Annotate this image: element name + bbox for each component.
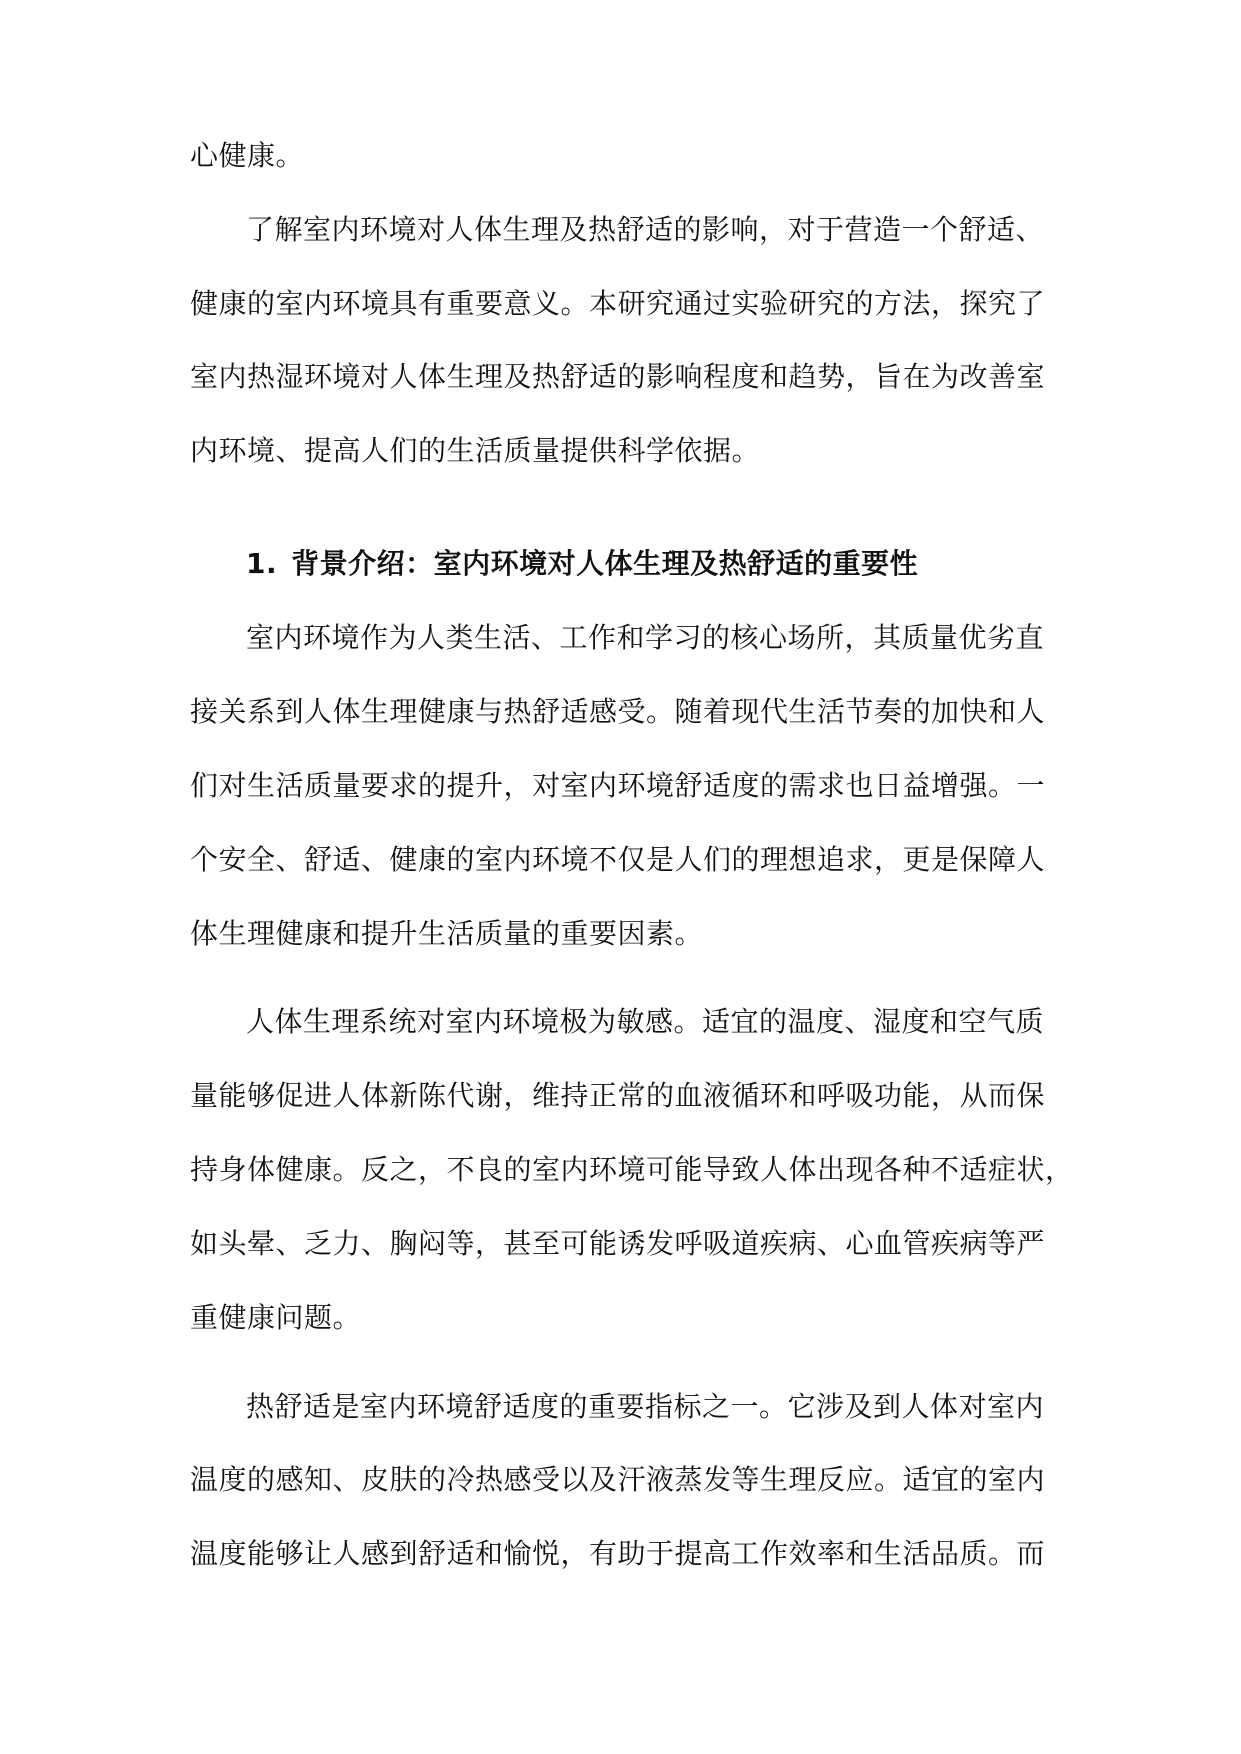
paragraph-line: 健康的室内环境具有重要意义。本研究通过实验研究的方法，探究了 <box>190 287 1046 320</box>
paragraph-line: 人体生理系统对室内环境极为敏感。适宜的温度、湿度和空气质 <box>246 1005 1045 1038</box>
paragraph-line: 室内环境作为人类生活、工作和学习的核心场所，其质量优劣直 <box>246 621 1045 654</box>
paragraph-line: 了解室内环境对人体生理及热舒适的影响，对于营造一个舒适、 <box>246 213 1045 246</box>
paragraph-line: 温度的感知、皮肤的冷热感受以及汗液蒸发等生理反应。适宜的室内 <box>190 1463 1046 1496</box>
section-heading <box>246 544 918 584</box>
paragraph-line: 量能够促进人体新陈代谢，维持正常的血液循环和呼吸功能，从而保 <box>190 1079 1046 1112</box>
paragraph-line: 们对生活质量要求的提升，对室内环境舒适度的需求也日益增强。一 <box>190 769 1046 802</box>
paragraph-line: 如头晕、乏力、胸闷等，甚至可能诱发呼吸道疾病、心血管疾病等严 <box>190 1227 1046 1260</box>
section-number: 1. <box>246 547 278 580</box>
paragraph-line: 室内热湿环境对人体生理及热舒适的影响程度和趋势，旨在为改善室 <box>190 360 1046 393</box>
paragraph-line: 心健康。 <box>190 139 305 172</box>
section-title: 背景介绍：室内环境对人体生理及热舒适的重要性 <box>291 547 919 580</box>
paragraph-line: 体生理健康和提升生活质量的重要因素。 <box>190 917 704 950</box>
paragraph-line: 内环境、提高人们的生活质量提供科学依据。 <box>190 434 761 467</box>
paragraph-line: 热舒适是室内环境舒适度的重要指标之一。它涉及到人体对室内 <box>246 1390 1045 1423</box>
paragraph-line: 温度能够让人感到舒适和愉悦，有助于提高工作效率和生活品质。而 <box>190 1537 1046 1570</box>
paragraph-line: 持身体健康。反之，不良的室内环境可能导致人体出现各种不适症状， <box>190 1153 1074 1186</box>
paragraph-line: 重健康问题。 <box>190 1301 362 1334</box>
paragraph-line: 接关系到人体生理健康与热舒适感受。随着现代生活节奏的加快和人 <box>190 695 1046 728</box>
paragraph-line: 个安全、舒适、健康的室内环境不仅是人们的理想追求，更是保障人 <box>190 843 1046 876</box>
